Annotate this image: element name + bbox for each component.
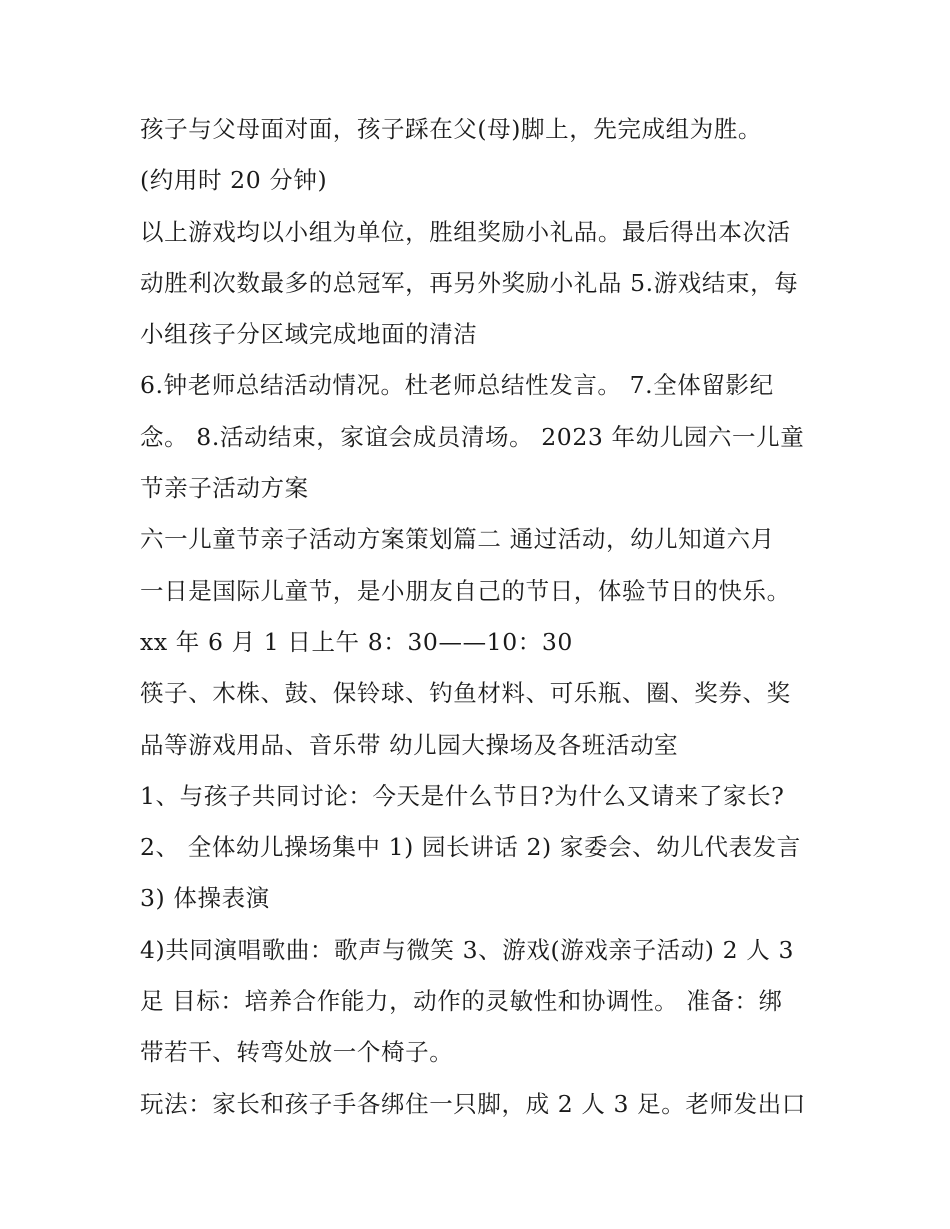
text-line: xx 年 6 月 1 日上午 8：30——10：30 <box>140 627 573 656</box>
text-line: 孩子与父母面对面，孩子踩在父(母)脚上，先完成组为胜。 <box>140 115 763 143</box>
text-line: 品等游戏用品、音乐带 幼儿园大操场及各班活动室 <box>140 730 679 759</box>
text-line: 4)共同演唱歌曲：歌声与微笑 3、游戏(游戏亲子活动) 2 人 3 <box>140 935 794 964</box>
text-line: 筷子、木株、鼓、保铃球、钓鱼材料、可乐瓶、圈、奖券、奖 <box>140 679 791 708</box>
text-line: 念。 8.活动结束，家谊会成员清场。 2023 年幼儿园六一儿童 <box>140 422 805 451</box>
text-line: 带若干、转弯处放一个椅子。 <box>140 1038 454 1067</box>
text-line: (约用时 20 分钟) <box>140 166 328 195</box>
text-line: 动胜利次数最多的总冠军，再另外奖励小礼品 5.游戏结束，每 <box>140 268 799 297</box>
text-line: 足 目标：培养合作能力，动作的灵敏性和协调性。 准备：绑 <box>140 987 783 1016</box>
text-line: 2、 全体幼儿操场集中 1) 园长讲话 2) 家委会、幼儿代表发言 <box>140 833 801 862</box>
text-line: 1、与孩子共同讨论：今天是什么节日?为什么又请来了家长? <box>140 781 785 810</box>
text-line: 小组孩子分区域完成地面的清洁 <box>140 320 478 349</box>
text-line: 3) 体操表演 <box>140 884 270 913</box>
text-line: 六一儿童节亲子活动方案策划篇二 通过活动，幼儿知道六月 <box>140 525 775 554</box>
text-line: 节亲子活动方案 <box>140 474 309 503</box>
text-line: 玩法：家长和孩子手各绑住一只脚，成 2 人 3 足。老师发出口 <box>140 1089 806 1118</box>
text-line: 6.钟老师总结活动情况。杜老师总结性发言。 7.全体留影纪 <box>140 371 774 400</box>
document-body <box>140 104 820 1130</box>
text-line: 以上游戏均以小组为单位，胜组奖励小礼品。最后得出本次活 <box>140 217 791 246</box>
text-line: 一日是国际儿童节，是小朋友自己的节日，体验节日的快乐。 <box>140 576 791 605</box>
